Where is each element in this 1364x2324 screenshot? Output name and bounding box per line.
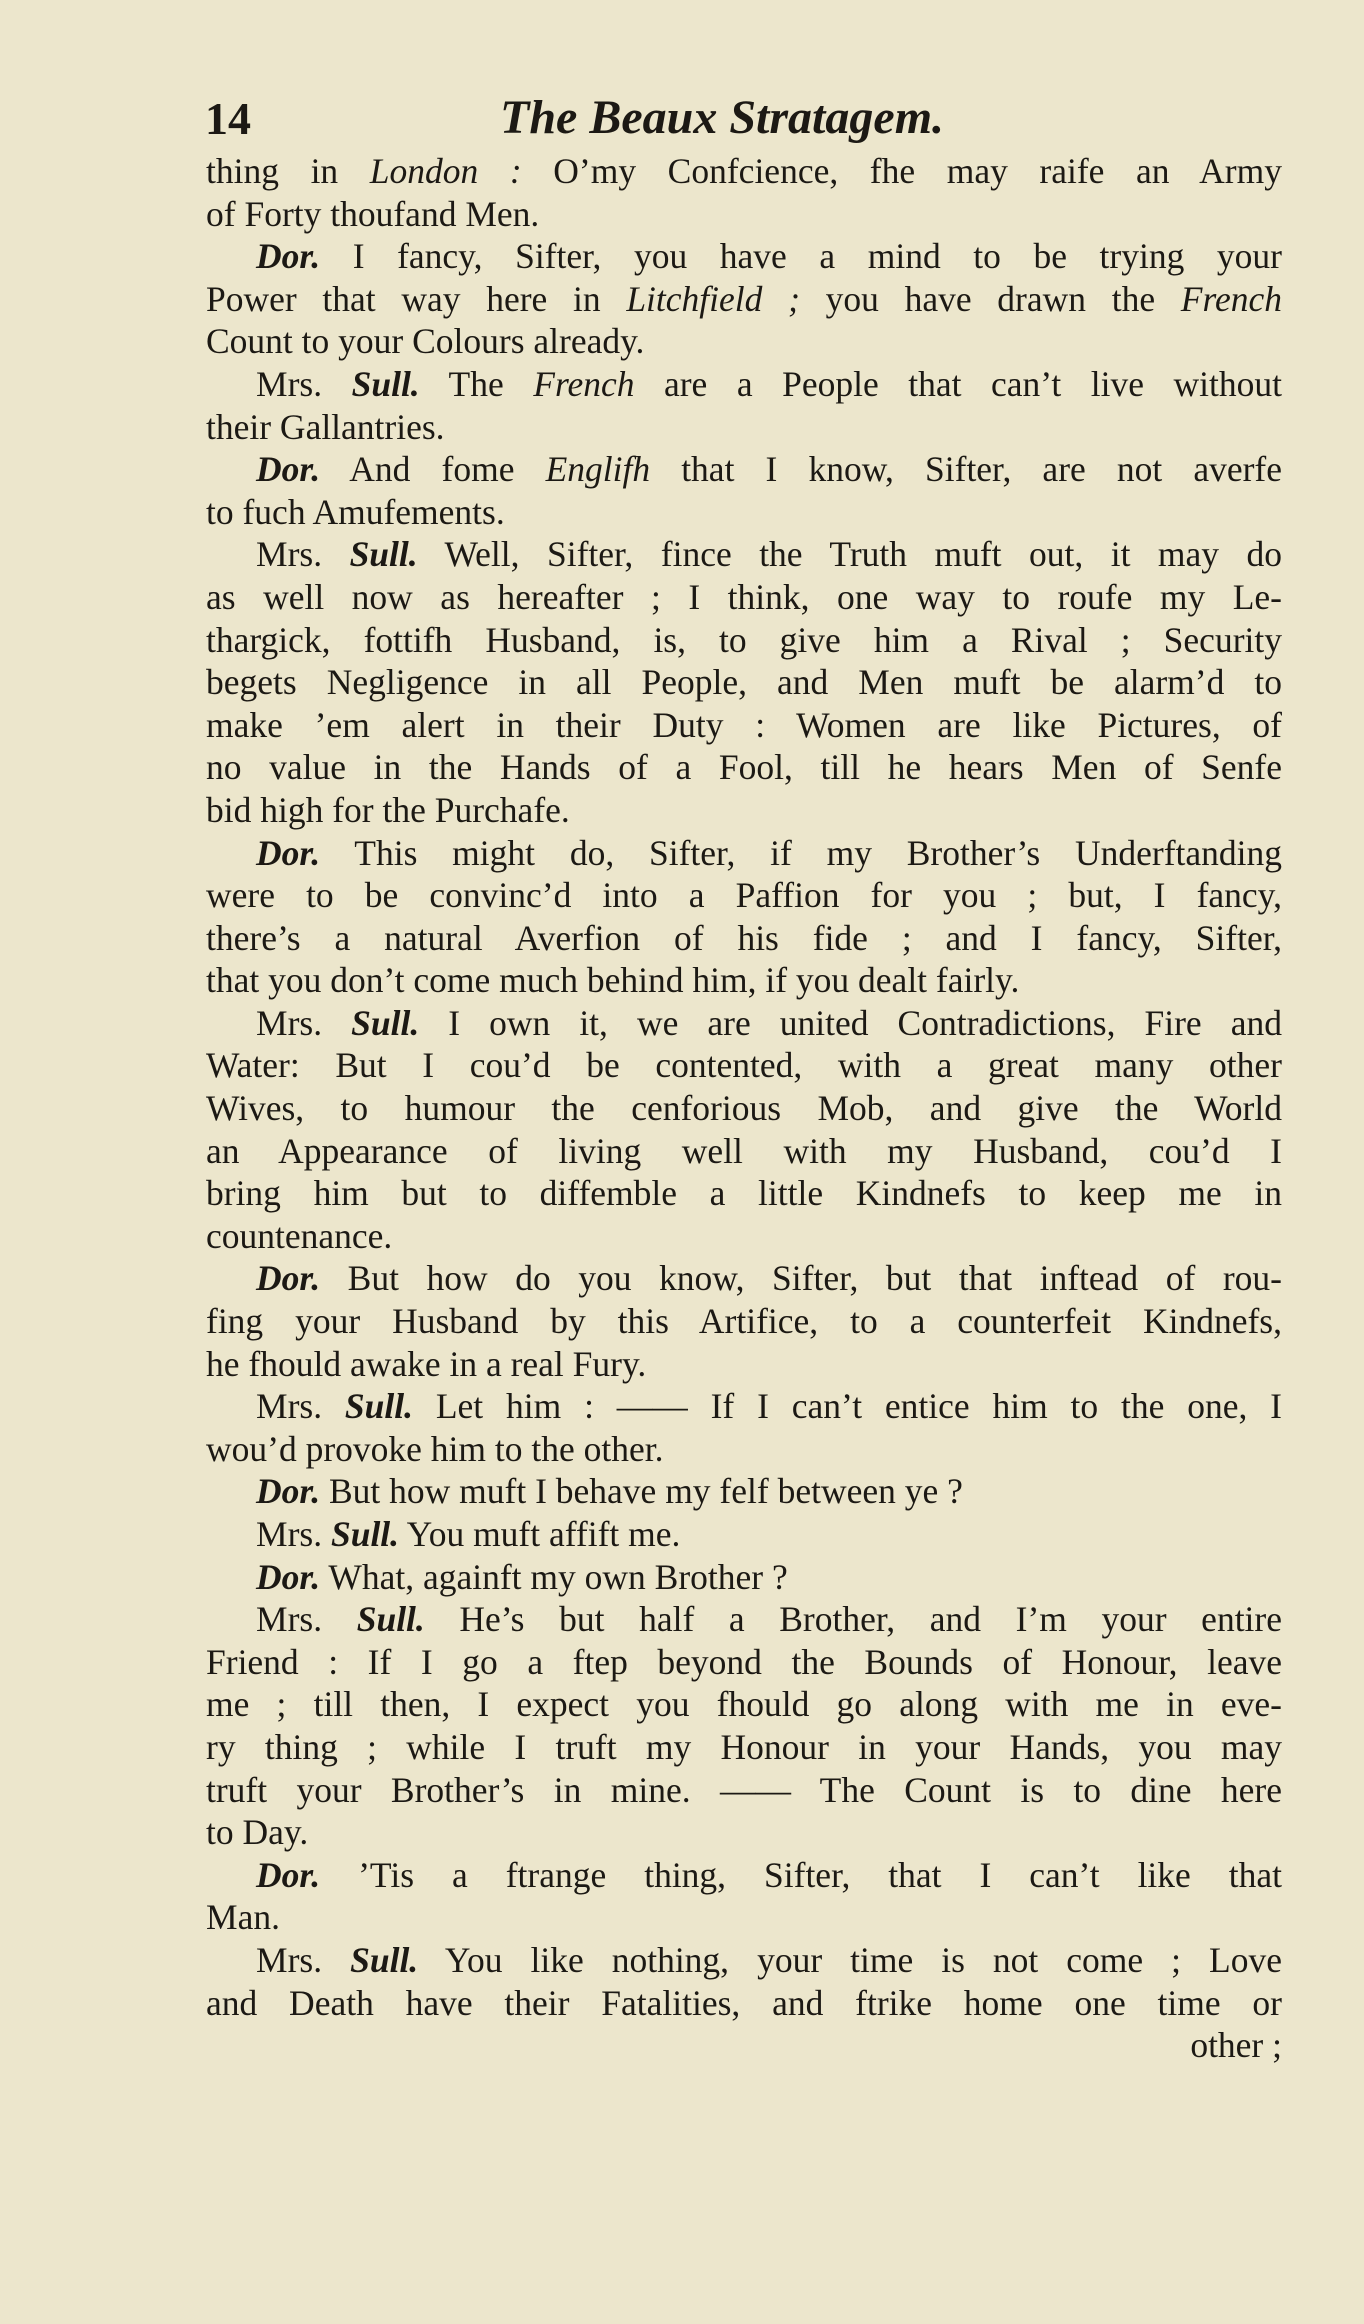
text-line [206,491,1282,534]
text-line [206,1854,1282,1897]
line-text: ’Tis a ftrange thing, Sifter, that I can’t like that [320,1854,1282,1895]
text-line [206,1044,1282,1087]
speaker-name: Dor. [256,1556,321,1597]
line-text: Count to your Colours already. [206,321,645,362]
line-text: Mrs. [256,534,350,575]
line-text: there’s a natural Averfion of his fide ; and I fancy, Sifter, [206,917,1282,958]
speaker-name: Dor. [256,236,321,277]
text-line [206,1556,1282,1599]
line-text: an Appearance of living well with my Husband, cou’d I [206,1130,1282,1171]
line-text: But how do you know, Sifter, but that inftead of rou- [320,1258,1282,1299]
line-text: countenance. [206,1215,393,1256]
text-line [206,1002,1282,1045]
line-text: bring him but to diffemble a little Kindnefs to keep me in [206,1173,1282,1214]
line-text: O’my Confcience, fhe may raife an Army [521,151,1282,191]
line-text: But how muft I behave my felf between ye ? [320,1471,963,1512]
text-line [206,448,1282,491]
text-line [206,917,1282,960]
text-line [206,1215,1282,1258]
text-line [206,1257,1282,1300]
speaker-name: Dor. [256,1854,321,1895]
line-text: Wives, to humour the cenforious Mob, and give the World [206,1088,1282,1129]
speaker-name: Sull. [349,534,418,575]
line-text: I own it, we are united Contradictions, Fire and [419,1002,1282,1043]
speaker-name: Dor. [256,1258,321,1299]
speaker-name: Sull. [351,363,420,404]
text-line [206,789,1282,832]
line-text: The [419,363,534,404]
speaker-name: Sull. [351,1002,420,1043]
text-line [206,704,1282,747]
line-text: Mrs. [256,1386,345,1427]
line-text: This might do, Sifter, if my Brother’s Underftanding [320,832,1282,873]
text-line [206,150,1282,193]
text-line [206,1343,1282,1386]
line-text: are a People that can’t live without [634,363,1282,404]
text-line [206,832,1282,875]
line-text: and Death have their Fatalities, and ftrike home one time or [206,1982,1282,2023]
play-text [206,150,1282,2067]
line-text: Friend : If I go a ftep beyond the Bounds of Honour, leave [206,1641,1282,1682]
line-text: begets Negligence in all People, and Men muft be alarm’d to [206,662,1282,703]
text-line [206,576,1282,619]
line-text: as well now as hereafter ; I think, one way to roufe my Le- [206,576,1282,617]
speaker-name: Sull. [344,1386,414,1427]
line-text: Mrs. [256,363,352,404]
text-line [206,1513,1282,1556]
text-line [206,533,1282,576]
line-text: Water: But I cou’d be contented, with a great many other [206,1045,1282,1086]
line-text: What, againft my own Brother ? [320,1556,788,1597]
text-line [206,1172,1282,1215]
text-line [206,1811,1282,1854]
text-line [206,1939,1282,1982]
line-text: Mrs. [256,1599,357,1640]
text-line [206,1683,1282,1726]
italic-text: French [1180,278,1282,319]
text-line [206,1598,1282,1641]
line-text: that I know, Sifter, are not averfe [650,449,1282,490]
italic-text: London : [369,151,522,191]
line-text: You muft affift me. [399,1514,681,1554]
text-line [206,1641,1282,1684]
text-line [206,1087,1282,1130]
text-line [206,874,1282,917]
line-text: make ’em alert in their Duty : Women are like Pictures, of [206,704,1282,745]
text-line [206,746,1282,789]
speaker-name: Dor. [256,449,321,490]
line-text: Man. [206,1897,280,1938]
text-line [206,661,1282,704]
text-line [206,1726,1282,1769]
speaker-name: Sull. [356,1599,425,1640]
line-text: of Forty thoufand Men. [206,193,540,234]
page-number: 14 [205,93,251,144]
speaker-name: Sull. [350,1939,419,1980]
text-line [206,619,1282,662]
line-text: Well, Sifter, fince the Truth muft out, it may do [417,534,1282,575]
text-line [206,363,1282,406]
line-text: He’s but half a Brother, and I’m your entire [424,1599,1282,1640]
text-line [206,278,1282,321]
running-title: The Beaux Stratagem. [500,91,945,144]
line-text: You like nothing, your time is not come ; Love [418,1939,1282,1980]
text-line [206,1896,1282,1939]
line-text: that you don’t come much behind him, if you dealt fairly. [206,960,1020,1001]
speaker-name: Dor. [256,832,321,873]
text-line [206,1130,1282,1173]
italic-text: Englifh [545,449,651,490]
text-line [206,406,1282,449]
text-line [206,959,1282,1002]
line-text: no value in the Hands of a Fool, till he hears Men of Senfe [206,747,1282,788]
line-text: thargick, fottifh Husband, is, to give him a Rival ; Security [206,619,1282,660]
line-text: ry thing ; while I truft my Honour in your Hands, you may [206,1726,1282,1767]
line-text: thing in [206,151,370,191]
speaker-name: Sull. [330,1514,400,1554]
line-text: fing your Husband by this Artifice, to a counterfeit Kindnefs, [206,1301,1282,1342]
speaker-name: Dor. [256,1471,321,1512]
line-text: me ; till then, I expect you fhould go along with me in eve- [206,1684,1282,1725]
text-line [206,1428,1282,1471]
line-text: their Gallantries. [206,406,445,447]
line-text: were to be convinc’d into a Paffion for you ; but, I fancy, [206,875,1282,916]
line-text: wou’d provoke him to the other. [206,1428,664,1469]
text-line [206,1769,1282,1812]
line-text: to Day. [206,1812,309,1853]
line-text: to fuch Amufements. [206,491,505,532]
page-header [200,82,1300,142]
text-line [206,1300,1282,1343]
line-text: And fome [320,449,546,490]
text-line [206,1982,1282,2025]
line-text: I fancy, Sifter, you have a mind to be trying your [320,236,1282,277]
line-text: Mrs. [256,1939,351,1980]
italic-text: French [533,363,635,404]
line-text: bid high for the Purchafe. [206,789,570,830]
italic-text: Litchfield ; [626,278,800,319]
text-line [206,1470,1282,1513]
line-text: Let him : —— If I can’t entice him to the one, I [413,1386,1282,1427]
text-line [206,1385,1282,1428]
text-line [206,320,1282,363]
line-text: truft your Brother’s in mine. —— The Count is to dine here [206,1769,1282,1810]
line-text: you have drawn the [799,278,1181,319]
line-text: Mrs. [256,1514,331,1554]
catchword: other ; [1190,2025,1282,2066]
text-line [206,235,1282,278]
line-text: he fhould awake in a real Fury. [206,1343,647,1384]
text-line [206,193,1282,236]
line-text: Mrs. [256,1002,352,1043]
line-text: Power that way here in [206,278,627,319]
